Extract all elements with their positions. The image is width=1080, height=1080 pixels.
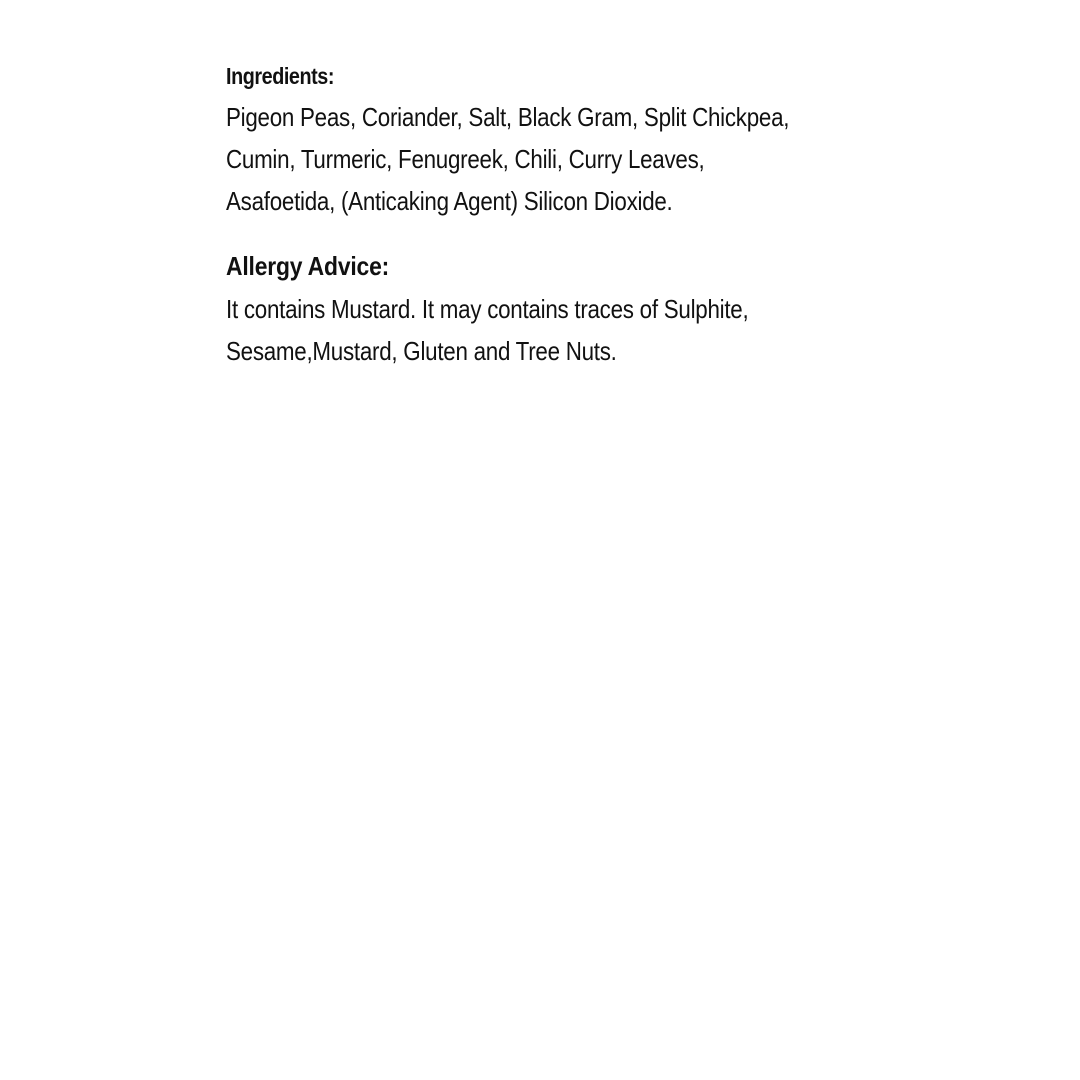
- allergy-advice-heading: Allergy Advice:: [226, 251, 390, 281]
- allergy-advice-text: [226, 288, 866, 372]
- ingredients-line: Cumin, Turmeric, Fenugreek, Chili, Curry Leaves,: [226, 144, 705, 174]
- ingredients-line: Asafoetida, (Anticaking Agent) Silicon Dioxide.: [226, 186, 673, 216]
- allergy-advice-section: [226, 244, 866, 372]
- ingredients-heading: Ingredients:: [226, 63, 335, 89]
- ingredients-section: [226, 56, 866, 222]
- ingredients-line: Pigeon Peas, Coriander, Salt, Black Gram, Split Chickpea,: [226, 102, 790, 132]
- product-label-text: [226, 56, 866, 372]
- ingredients-list: [226, 96, 866, 222]
- allergy-advice-line: It contains Mustard. It may contains traces of Sulphite,: [226, 294, 749, 324]
- allergy-advice-line: Sesame,Mustard, Gluten and Tree Nuts.: [226, 336, 617, 366]
